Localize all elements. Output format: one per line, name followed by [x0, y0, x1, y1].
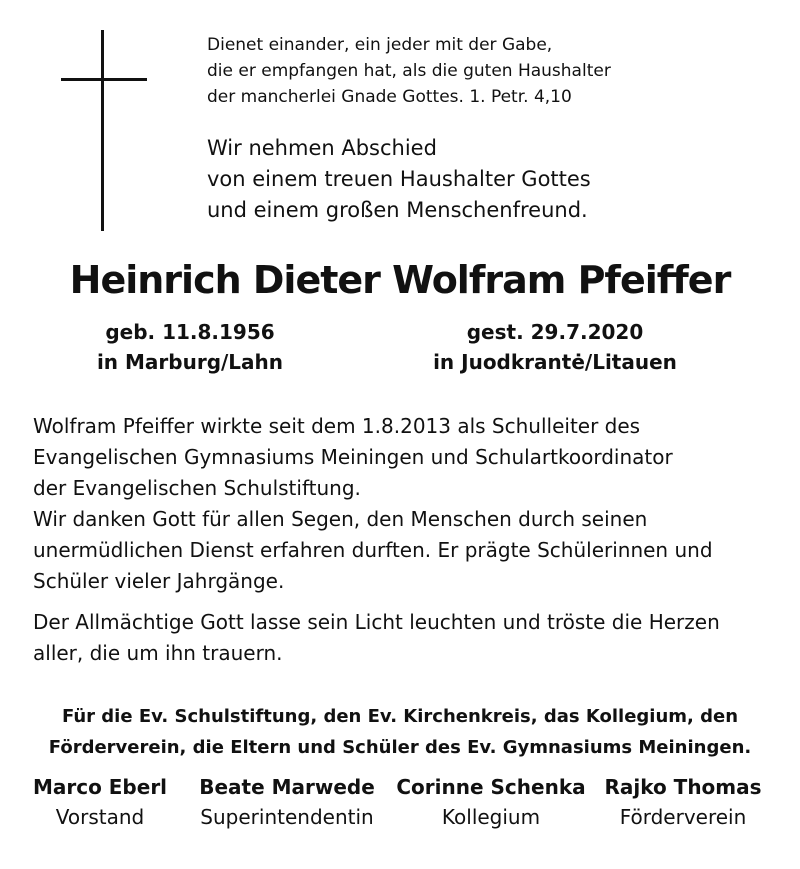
deceased-name: Heinrich Dieter Wolfram Pfeiffer — [69, 258, 731, 302]
bio-line: unermüdlichen Dienst erfahren durften. Er prägte Schülerinnen und — [33, 538, 713, 562]
farewell-text — [207, 133, 591, 226]
signatory-name: Rajko Thomas — [604, 775, 762, 799]
signatory-name: Beate Marwede — [199, 775, 375, 799]
death-date: gest. 29.7.2020 — [466, 320, 644, 344]
birth-date: geb. 11.8.1956 — [105, 320, 275, 344]
verse-line: Dienet einander, ein jeder mit der Gabe, — [207, 35, 553, 55]
prayer-line: aller, die um ihn trauern. — [33, 641, 283, 665]
signatory-name: Corinne Schenka — [396, 775, 586, 799]
death-info — [415, 317, 695, 377]
sender-line: Für die Ev. Schulstiftung, den Ev. Kirchenkreis, das Kollegium, den — [61, 706, 739, 727]
biography — [33, 411, 713, 597]
prayer-line: Der Allmächtige Gott lasse sein Licht leuchten und tröste die Herzen — [33, 610, 720, 634]
signatory-name: Marco Eberl — [32, 775, 168, 799]
birth-info — [70, 317, 310, 377]
signatory-role: Vorstand — [55, 805, 145, 829]
cross-icon-beam — [61, 78, 147, 81]
bio-line: der Evangelischen Schulstiftung. — [33, 476, 361, 500]
farewell-line: und einem großen Menschenfreund. — [207, 198, 588, 222]
bio-line: Evangelischen Gymnasiums Meiningen und Schulartkoordinator — [33, 445, 673, 469]
farewell-line: Wir nehmen Abschied — [207, 136, 437, 160]
bio-line: Wolfram Pfeiffer wirkte seit dem 1.8.2013 als Schulleiter des — [33, 414, 641, 438]
farewell-line: von einem treuen Haushalter Gottes — [207, 167, 591, 191]
verse-line: die er empfangen hat, als die guten Haushalter — [207, 61, 611, 81]
signatory-role: Superintendentin — [200, 805, 374, 829]
sender-line: Förderverein, die Eltern und Schüler des Ev. Gymnasiums Meiningen. — [48, 737, 752, 758]
signatory — [187, 772, 387, 832]
verse-line: der mancherlei Gnade Gottes. 1. Petr. 4,10 — [207, 87, 572, 107]
cross-icon — [101, 30, 104, 231]
bio-line: Wir danken Gott für allen Segen, den Menschen durch seinen — [33, 507, 648, 531]
bible-verse — [207, 32, 611, 110]
birth-place: in Marburg/Lahn — [96, 350, 284, 374]
death-place: in Juodkrantė/Litauen — [433, 350, 677, 374]
signatory — [392, 772, 590, 832]
signatory — [20, 772, 180, 832]
signatory-role: Förderverein — [619, 805, 747, 829]
prayer — [33, 607, 720, 669]
bio-line: Schüler vieler Jahrgänge. — [33, 569, 285, 593]
signatory — [593, 772, 773, 832]
sender-block — [0, 701, 800, 763]
signatory-role: Kollegium — [441, 805, 541, 829]
